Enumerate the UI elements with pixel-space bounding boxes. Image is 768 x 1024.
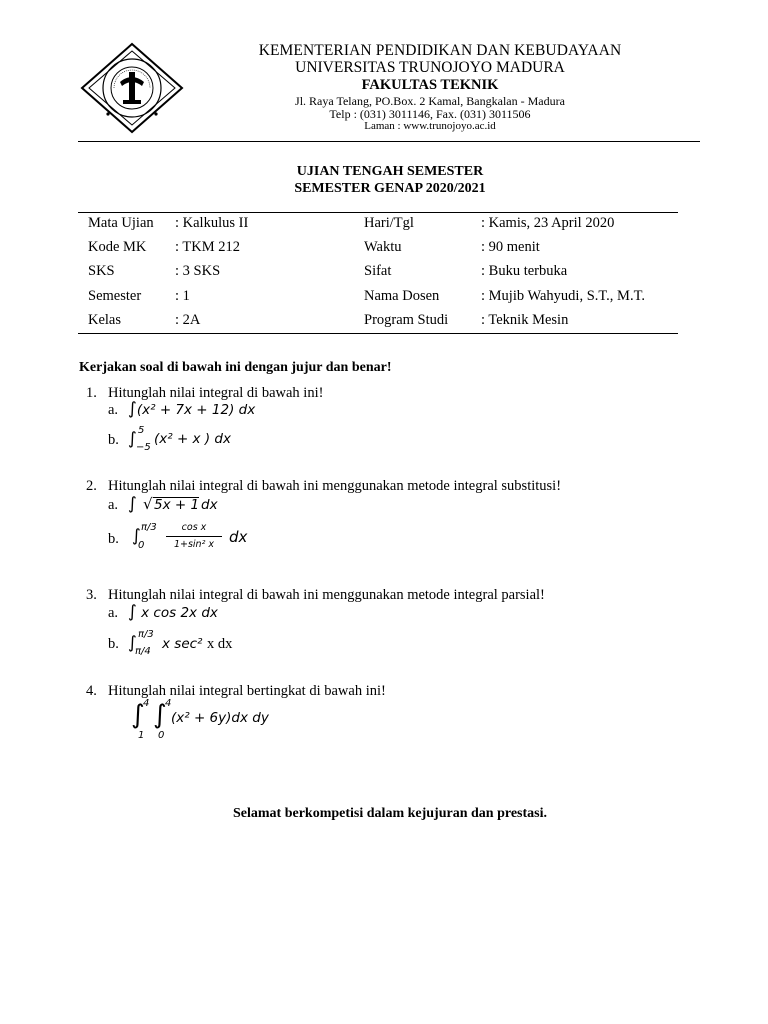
instruction: Kerjakan soal di bawah ini dengan jujur dan benar! — [79, 360, 392, 375]
question-text: Hitunglah nilai integral bertingkat di bawah ini! — [108, 683, 386, 699]
integral-sign: ∫ — [128, 602, 137, 622]
integral-expression — [128, 399, 255, 419]
subquestion-label: a. — [108, 402, 119, 418]
subquestion-label: a. — [108, 605, 119, 621]
letterhead-ministry: KEMENTERIAN PENDIDIKAN DAN KEBUDAYAAN — [258, 42, 622, 59]
subquestion-label: b. — [108, 432, 119, 448]
question-text: Hitunglah nilai integral di bawah ini menggunakan metode integral parsial! — [108, 587, 545, 603]
exam-semester: SEMESTER GENAP 2020/2021 — [294, 181, 486, 196]
inner-upper-limit: 4 — [165, 698, 172, 709]
differential: dx — [229, 528, 248, 546]
integrand: (x² + 6y)dx dy — [171, 710, 269, 726]
question-number: 2. — [86, 478, 97, 494]
closing-message: Selamat berkompetisi dalam kejujuran dan prestasi. — [233, 806, 547, 821]
question-number: 1. — [86, 385, 97, 401]
info-value: : Kamis, 23 April 2020 — [481, 215, 615, 231]
info-value: : 90 menit — [481, 239, 540, 255]
info-label: Semester — [88, 288, 142, 304]
lower-limit: 0 — [138, 540, 145, 551]
integral-expression — [128, 602, 218, 622]
info-value: : 2A — [175, 312, 201, 328]
letterhead-divider — [78, 141, 700, 142]
letterhead-faculty: FAKULTAS TEKNIK — [361, 77, 499, 93]
fraction-bar — [166, 536, 222, 537]
integral-sign: ∫ — [128, 494, 137, 514]
outer-upper-limit: 4 — [143, 698, 150, 709]
outer-integral-sign: ∫ — [131, 700, 145, 730]
letterhead-website: Laman : www.trunojoyo.ac.id — [364, 120, 496, 132]
radicand: 5x + 1 — [154, 497, 200, 513]
subquestion-label: a. — [108, 497, 119, 513]
upper-limit: 5 — [138, 425, 145, 436]
info-value: : Mujib Wahyudi, S.T., M.T. — [481, 288, 645, 304]
info-label: SKS — [88, 263, 115, 279]
fraction-denominator: 1+sin² x — [173, 539, 215, 550]
integrand: (x² + x ) dx — [154, 431, 231, 447]
question-text: Hitunglah nilai integral di bawah ini! — [108, 385, 324, 401]
integrand-tail: x dx — [207, 636, 233, 652]
outer-lower-limit: 1 — [138, 730, 145, 741]
exam-title: UJIAN TENGAH SEMESTER — [296, 164, 484, 179]
upper-limit: π/3 — [138, 629, 154, 640]
info-value: : TKM 212 — [175, 239, 240, 255]
info-label: Kelas — [88, 312, 122, 328]
letterhead-university: UNIVERSITAS TRUNOJOYO MADURA — [295, 59, 565, 76]
integral-sign: ∫ — [128, 633, 137, 653]
university-logo — [80, 42, 184, 134]
info-value: : 3 SKS — [175, 263, 221, 279]
info-label: Waktu — [364, 239, 402, 255]
info-value: : Buku terbuka — [481, 263, 568, 279]
fraction-numerator: cos x — [181, 522, 207, 533]
letterhead-phone: Telp : (031) 3011146, Fax. (031) 3011506 — [329, 107, 531, 121]
integral-expression — [128, 494, 137, 514]
lower-limit: −5 — [136, 442, 151, 453]
letterhead-address: Jl. Raya Telang, PO.Box. 2 Kamal, Bangkalan - Madura — [295, 94, 565, 108]
integrand: (x² + 7x + 12) dx — [136, 402, 256, 418]
integral-sign: ∫ — [132, 526, 141, 546]
info-label: Kode MK — [88, 239, 147, 255]
question-text: Hitunglah nilai integral di bawah ini menggunakan metode integral substitusi! — [108, 478, 562, 494]
question-number: 4. — [86, 683, 97, 699]
integral-sign: ∫ — [128, 399, 137, 419]
inner-integral-sign: ∫ — [153, 700, 167, 730]
info-label: Sifat — [364, 263, 392, 279]
info-label: Hari/Tgl — [364, 215, 414, 231]
inner-lower-limit: 0 — [158, 730, 165, 741]
info-value: : Teknik Mesin — [481, 312, 569, 328]
question-number: 3. — [86, 587, 97, 603]
info-table-bottom-border — [78, 333, 678, 334]
subquestion-label: b. — [108, 531, 119, 547]
info-label: Program Studi — [364, 312, 449, 328]
lower-limit: π/4 — [135, 646, 151, 657]
square-root-sign: √ — [143, 495, 153, 513]
info-label: Nama Dosen — [364, 288, 440, 304]
subquestion-label: b. — [108, 636, 119, 652]
upper-limit: π/3 — [141, 522, 157, 533]
info-label: Mata Ujian — [88, 215, 154, 231]
info-value: : Kalkulus II — [175, 215, 249, 231]
info-value: : 1 — [175, 288, 190, 304]
integral-sign: ∫ — [128, 429, 137, 449]
integrand: x cos 2x dx — [141, 605, 218, 621]
differential: dx — [201, 497, 218, 513]
info-table-top-border — [78, 212, 678, 213]
integrand: x sec² — [162, 636, 203, 652]
